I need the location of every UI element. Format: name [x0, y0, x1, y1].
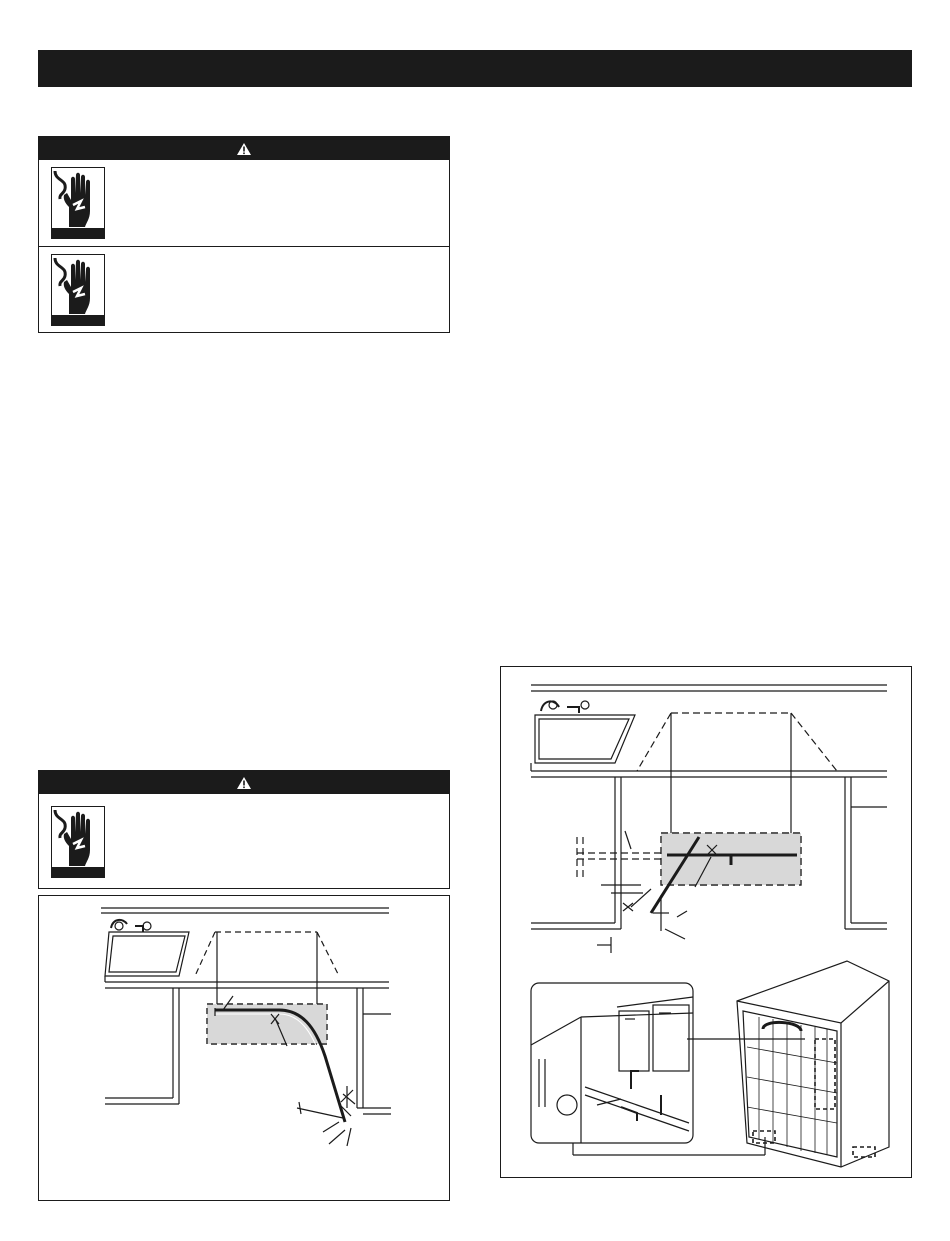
cabinet-opening-diagram: [501, 667, 911, 1177]
warning-header: [39, 771, 449, 794]
hose-routing-diagram: [39, 896, 449, 1200]
warning-row-2: [39, 246, 449, 332]
warning-triangle-icon: [236, 776, 252, 790]
electric-shock-hand-icon: [51, 167, 105, 239]
warning-header: [39, 137, 449, 160]
figure-cabinet-opening: [500, 666, 912, 1178]
electric-shock-hand-icon: [51, 806, 105, 878]
electric-shock-hand-icon: [51, 254, 105, 326]
warning-box-bottom: [38, 770, 450, 889]
warning-row-1: [39, 160, 449, 246]
figure-hose-routing: [38, 895, 450, 1201]
warning-row-1: [39, 794, 449, 888]
section-header-bar: [38, 50, 912, 87]
sink-cabinet-detail: [531, 983, 805, 1155]
warning-triangle-icon: [236, 142, 252, 156]
warning-box-top: [38, 136, 450, 333]
dishwasher-rear-view: [737, 961, 889, 1167]
